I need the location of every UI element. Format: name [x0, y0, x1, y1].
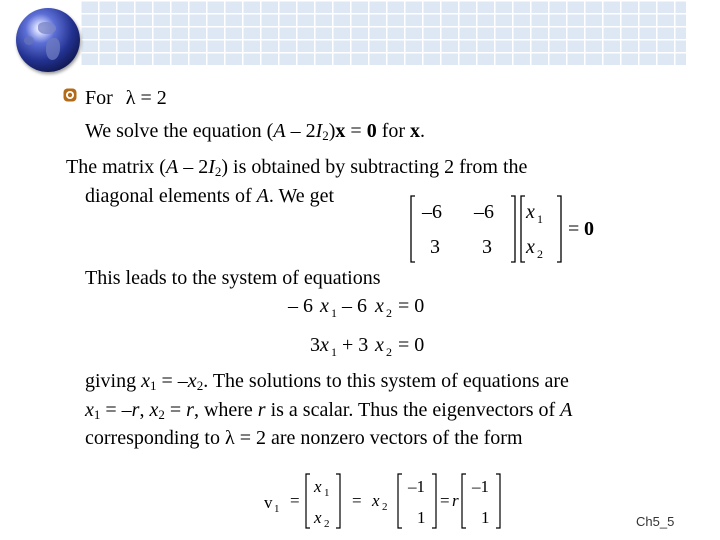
matrix-equation	[408, 194, 608, 266]
vector-x1: x	[526, 201, 535, 223]
eq2-op: + 3	[342, 334, 369, 356]
p3-b: = 2 are nonzero vectors of the form	[234, 427, 523, 449]
p1-x2: x	[187, 370, 197, 392]
p1-b: = –	[156, 370, 188, 392]
para-line-1	[85, 369, 569, 393]
eq2-coef1: 3	[310, 334, 320, 356]
matrix-equals: =	[568, 218, 580, 240]
matrix-entry-21: 3	[430, 236, 440, 258]
p2-r: r	[131, 399, 140, 421]
vf-eq3: =	[440, 491, 450, 510]
vf-m1-bottom: 1	[417, 508, 426, 527]
p2-x1: x	[85, 399, 94, 421]
solve-text-f: .	[420, 120, 426, 142]
matrix1-text-a: The matrix (	[66, 156, 166, 178]
p2-b: = –	[100, 399, 132, 421]
matrix2-text-a: diagonal elements of	[85, 185, 257, 207]
vf-coef-sub: 2	[382, 501, 388, 513]
eq1-coef1: – 6	[288, 295, 313, 317]
p2-A: A	[560, 399, 573, 421]
vf-x2: x	[314, 508, 322, 527]
eq1-x1: x	[320, 295, 329, 317]
p1-c: . The solutions to this system of equations are	[203, 370, 569, 392]
p2-d: =	[164, 399, 187, 421]
eigenvector-form	[262, 472, 512, 532]
para-line-2	[85, 398, 572, 422]
solve-text-d: =	[345, 120, 367, 142]
eq2-x1: x	[320, 334, 329, 356]
matrix1-text-c: ) is obtained by subtracting 2 from the	[221, 156, 528, 178]
solve-zero: 0	[366, 120, 377, 142]
vf-x2-sub: 2	[324, 518, 330, 530]
eq1-x2: x	[375, 295, 384, 317]
vf-m2-top: –1	[472, 477, 489, 496]
p2-x1-sub: 1	[93, 407, 101, 422]
vector-x2: x	[526, 236, 535, 258]
p3-a: corresponding to	[85, 427, 225, 449]
globe-logo	[16, 8, 80, 72]
p2-c: ,	[139, 399, 150, 421]
system-of-equations	[286, 292, 446, 362]
p3-lambda: λ	[224, 427, 235, 449]
eq2-x1-sub: 1	[331, 345, 337, 359]
eq1-x2-sub: 2	[386, 306, 392, 320]
matrix1-identity: I	[208, 156, 215, 178]
vf-coef-x: x	[372, 491, 380, 510]
solve-text-e: for	[376, 120, 411, 142]
heading-prefix: For	[85, 87, 113, 109]
eq2-rhs: = 0	[398, 334, 425, 356]
matrix1-A: A	[165, 156, 179, 178]
heading-value: = 2	[135, 87, 167, 109]
solve-text-c: )	[328, 120, 336, 142]
solve-identity: I	[315, 120, 323, 142]
p2-e: , where	[193, 399, 258, 421]
eq2-x2-sub: 2	[386, 345, 392, 359]
matrix-line-1	[66, 155, 527, 179]
p2-f: is a scalar. Thus the eigenvectors of	[265, 399, 561, 421]
p1-x1: x	[141, 370, 151, 392]
lambda-symbol: λ	[125, 87, 136, 109]
system-intro: This leads to the system of equations	[85, 267, 381, 289]
v1-label: v	[264, 493, 273, 512]
p1-x1-sub: 1	[150, 378, 157, 393]
p2-x2: x	[149, 399, 159, 421]
solve-line	[85, 119, 425, 143]
p1-x2-sub: 2	[196, 378, 204, 393]
vector-x2-sub: 2	[537, 247, 543, 261]
vf-m1-top: –1	[408, 477, 425, 496]
p2-r2: r	[186, 399, 194, 421]
matrix2-text-b: . We get	[268, 185, 335, 207]
header-grid-band	[80, 0, 686, 66]
bullet-heading	[85, 86, 167, 110]
solve-vector-x2: x	[410, 120, 421, 142]
matrix-entry-22: 3	[482, 236, 492, 258]
solve-text-b: – 2	[285, 120, 316, 142]
matrix-entry-11: –6	[422, 201, 442, 223]
zero-vector: 0	[584, 218, 594, 240]
matrix1-text-b: – 2	[178, 156, 209, 178]
solve-text-a: We solve the equation (	[85, 120, 274, 142]
solve-matrix-A: A	[273, 120, 286, 142]
matrix-entry-12: –6	[474, 201, 494, 223]
vf-r: r	[452, 491, 459, 510]
vf-eq1: =	[290, 491, 300, 510]
para-line-3	[85, 426, 523, 450]
eq1-x1-sub: 1	[331, 306, 337, 320]
v1-sub: 1	[274, 503, 280, 515]
bullet-icon	[63, 88, 77, 102]
solve-identity-sub: 2	[322, 128, 329, 143]
eq1-op: – 6	[342, 295, 367, 317]
matrix-line-2	[85, 184, 334, 208]
matrix2-A: A	[256, 185, 269, 207]
vf-x1-sub: 1	[324, 487, 330, 499]
slide-footer: Ch5_5	[636, 514, 675, 529]
p2-r3: r	[257, 399, 266, 421]
vf-x1: x	[314, 477, 322, 496]
vf-m2-bottom: 1	[481, 508, 490, 527]
vector-x1-sub: 1	[537, 212, 543, 226]
eq2-x2: x	[375, 334, 384, 356]
vf-eq2: =	[352, 491, 362, 510]
p2-x2-sub: 2	[158, 407, 165, 422]
solve-vector-x: x	[335, 120, 346, 142]
matrix1-identity-sub: 2	[214, 164, 222, 179]
p1-a: giving	[85, 370, 142, 392]
eq1-rhs: = 0	[398, 295, 425, 317]
